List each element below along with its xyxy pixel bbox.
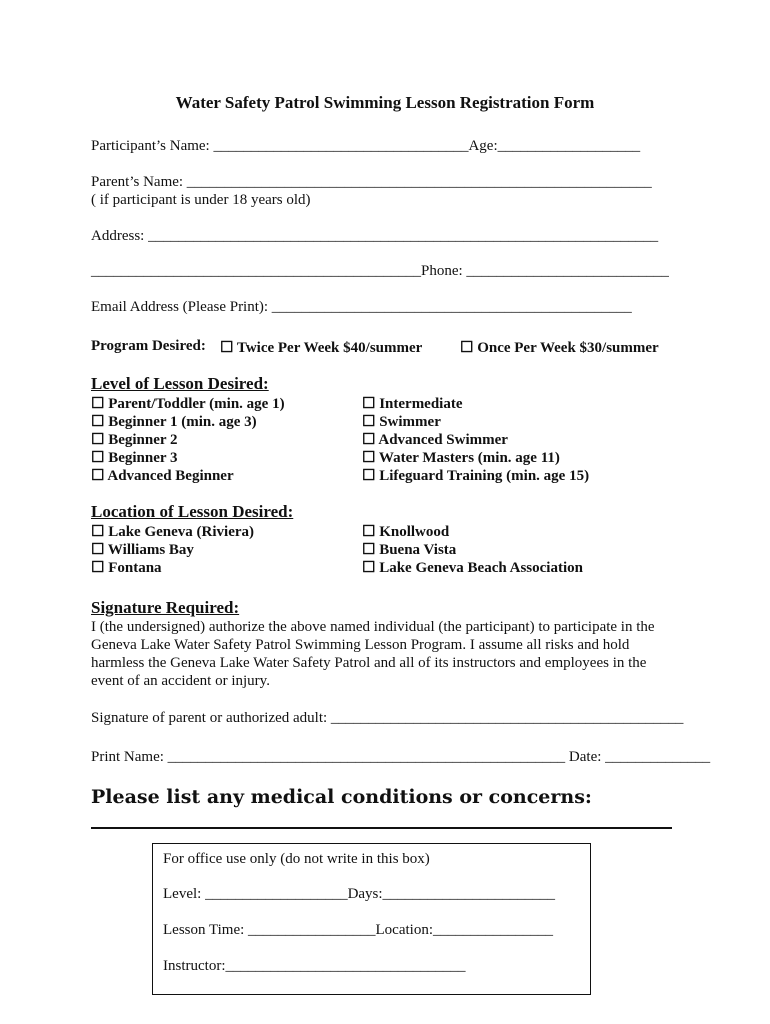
- level-heading: Level of Lesson Desired:: [91, 374, 269, 393]
- phone-field[interactable]: ____________________________________________Phone: ___________________________: [91, 263, 669, 279]
- location-option[interactable]: ☐ Fontana: [91, 560, 162, 576]
- parent-note: ( if participant is under 18 years old): [91, 192, 311, 208]
- level-options-right: [362, 395, 589, 485]
- parent-name-field[interactable]: Parent’s Name: ______________________________________________________________: [91, 174, 652, 190]
- location-options-right: [362, 523, 583, 577]
- location-options-left: [91, 523, 254, 577]
- location-heading: Location of Lesson Desired:: [91, 502, 294, 521]
- office-use-header: For office use only (do not write in this box): [163, 851, 430, 867]
- medical-conditions-line[interactable]: [91, 827, 672, 829]
- level-option[interactable]: ☐ Advanced Swimmer: [362, 432, 508, 448]
- location-option[interactable]: ☐ Buena Vista: [362, 542, 457, 558]
- office-use-box: [152, 843, 591, 995]
- signature-authorization-text: I (the undersigned) authorize the above named individual (the participant) to participate in the Geneva Lake Water Safety Patrol Swimming Lesson Program. I assume all risks and hold harmless the Geneva Lake Water Safety Patrol and all of its instructors and employees in the event of an accident or injury.: [91, 619, 655, 689]
- office-level-days: Level: ___________________Days:_______________________: [163, 886, 556, 902]
- level-option[interactable]: ☐ Advanced Beginner: [91, 468, 234, 484]
- print-name-date-field[interactable]: Print Name: _____________________________________________________ Date: ______________: [91, 749, 711, 765]
- form-title: Water Safety Patrol Swimming Lesson Registration Form: [175, 93, 595, 112]
- office-lesson-time-location: Lesson Time: _________________Location:________________: [163, 922, 553, 938]
- level-option[interactable]: ☐ Parent/Toddler (min. age 1): [91, 396, 285, 412]
- signature-field[interactable]: Signature of parent or authorized adult: _______________________________________________: [91, 710, 684, 726]
- level-option[interactable]: ☐ Lifeguard Training (min. age 15): [362, 468, 590, 484]
- level-option[interactable]: ☐ Beginner 3: [91, 450, 178, 466]
- level-option[interactable]: ☐ Water Masters (min. age 11): [362, 450, 560, 466]
- level-option[interactable]: ☐ Intermediate: [362, 396, 463, 412]
- location-option[interactable]: ☐ Williams Bay: [91, 542, 194, 558]
- participant-name-field[interactable]: Participant’s Name: __________________________________Age:___________________: [91, 138, 641, 154]
- location-option[interactable]: ☐ Knollwood: [362, 524, 450, 540]
- program-label: Program Desired:: [91, 338, 206, 354]
- location-option[interactable]: ☐ Lake Geneva (Riviera): [91, 524, 255, 540]
- level-option[interactable]: ☐ Swimmer: [362, 414, 441, 430]
- level-option[interactable]: ☐ Beginner 1 (min. age 3): [91, 414, 257, 430]
- location-option[interactable]: ☐ Lake Geneva Beach Association: [362, 560, 583, 576]
- medical-conditions-heading: Please list any medical conditions or concerns:: [91, 786, 592, 808]
- level-option[interactable]: ☐ Beginner 2: [91, 432, 178, 448]
- program-once-checkbox[interactable]: ☐ Once Per Week $30/summer: [460, 340, 659, 356]
- level-options-left: [91, 395, 285, 485]
- signature-heading: Signature Required:: [91, 598, 240, 617]
- office-instructor: Instructor:________________________________: [163, 958, 466, 974]
- address-field[interactable]: Address: ____________________________________________________________________: [91, 228, 659, 244]
- email-field[interactable]: Email Address (Please Print): ________________________________________________: [91, 299, 632, 315]
- program-twice-checkbox[interactable]: ☐ Twice Per Week $40/summer: [220, 340, 423, 356]
